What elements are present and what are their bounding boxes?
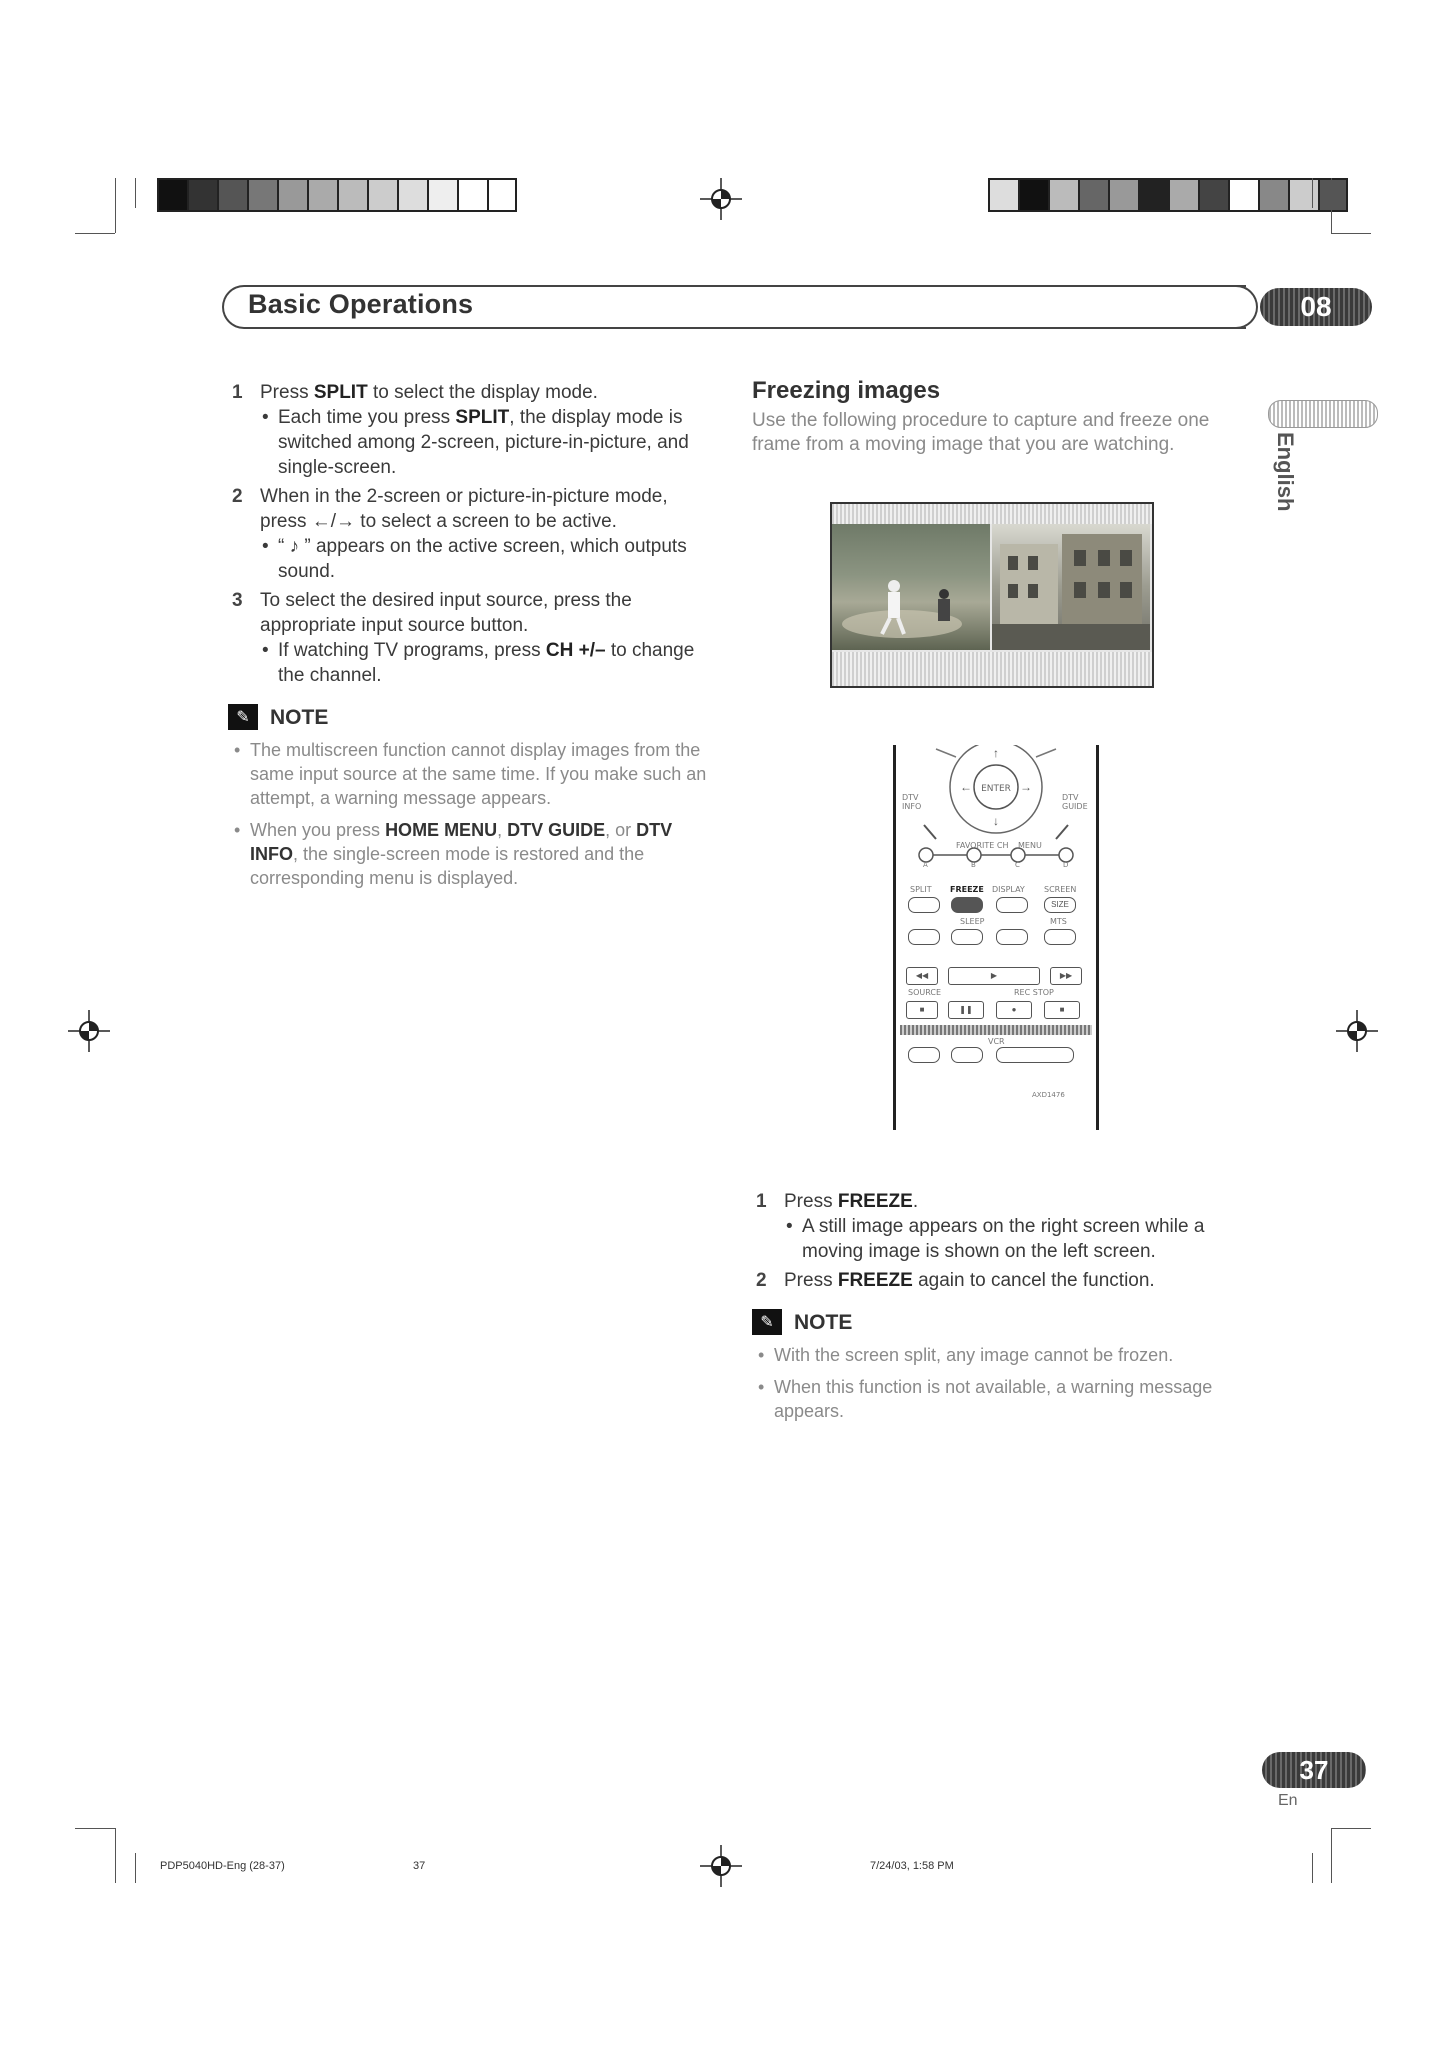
freeze-button — [951, 897, 983, 913]
step-number: 2 — [756, 1270, 767, 1291]
footer-filename: PDP5040HD-Eng (28-37) — [160, 1860, 285, 1872]
step-2: 2 When in the 2-screen or picture-in-picture mode, press ←/→ to select a screen to be active. — [232, 486, 668, 532]
remote-label-d: D — [1063, 861, 1069, 869]
vcr-channel-button — [996, 1047, 1074, 1063]
language-tab-bar — [1268, 400, 1378, 428]
remote-label-source: SOURCE — [908, 988, 942, 997]
note-item: • With the screen split, any image cannot be frozen. — [752, 1343, 1252, 1367]
pause-button: ❚❚ — [948, 1001, 984, 1019]
remote-label-c: C — [1015, 861, 1020, 869]
registration-mark-right — [1336, 1010, 1378, 1052]
remote-control-illustration — [893, 745, 1099, 1130]
page-language: En — [1278, 1792, 1298, 1809]
left-column — [228, 380, 718, 898]
note-item: • The multiscreen function cannot display images from the same input source at the same time. If you make such an attempt, a warning message appears. — [228, 738, 718, 810]
svg-text:ENTER: ENTER — [981, 784, 1011, 794]
step-number: 1 — [232, 382, 243, 403]
remote-label-dtv-guide: DTV GUIDE — [1062, 793, 1088, 811]
svg-text:↓: ↓ — [993, 814, 999, 828]
note-item: • When this function is not available, a warning message appears. — [752, 1375, 1252, 1423]
chapter-badge: 08 — [1260, 288, 1372, 326]
note-heading: ✎ NOTE — [752, 1309, 1252, 1335]
crop-mark — [1331, 233, 1371, 234]
color-bar-left — [157, 178, 517, 212]
step-1: 1 Press SPLIT to select the display mode. — [232, 382, 598, 403]
display-button — [996, 897, 1028, 913]
remote-label-a: A — [923, 861, 928, 869]
remote-label-b: B — [971, 861, 976, 869]
svg-text:←: ← — [960, 780, 972, 794]
crop-mark — [1331, 178, 1332, 233]
svg-text:↑: ↑ — [993, 746, 999, 760]
split-button — [908, 897, 940, 913]
registration-mark-left — [68, 1010, 110, 1052]
page-title: Basic Operations — [248, 289, 474, 319]
stop-button: ■ — [906, 1001, 938, 1019]
crop-mark — [1331, 1828, 1332, 1883]
footer-page: 37 — [413, 1860, 426, 1872]
freeze-step-1-detail: • A still image appears on the right screen while a moving image is shown on the left screen. — [752, 1214, 1252, 1264]
language-label: English — [1273, 432, 1298, 512]
step-2-detail: • “ ♪ ” appears on the active screen, which outputs sound. — [228, 534, 718, 584]
crop-mark — [75, 1828, 115, 1829]
step-number: 2 — [232, 486, 243, 507]
step-number: 1 — [756, 1191, 767, 1212]
record-button: ● — [996, 1001, 1032, 1019]
vcr-power-button — [908, 1047, 940, 1063]
freeze-step-1: 1 Press FREEZE. — [756, 1191, 919, 1212]
footer-date: 7/24/03, 1:58 PM — [870, 1860, 954, 1872]
fast-forward-button: ▶▶ — [1050, 967, 1082, 985]
screen-size-button: SIZE — [1044, 897, 1076, 913]
rewind-button: ◀◀ — [906, 967, 938, 985]
remote-label-menu: MENU — [1018, 841, 1042, 850]
remote-label-rec-stop: REC STOP — [1014, 988, 1054, 997]
remote-label-favorite: FAVORITE CH — [956, 841, 1009, 850]
crop-mark — [1312, 1853, 1313, 1883]
step-number: 3 — [232, 590, 243, 611]
registration-mark-top — [700, 178, 742, 220]
vcr-band — [900, 1025, 1092, 1035]
pencil-icon: ✎ — [228, 704, 258, 730]
remote-label-vcr: VCR — [988, 1037, 1005, 1046]
vcr-input-button — [951, 1047, 983, 1063]
step-1-detail: • Each time you press SPLIT, the display mode is switched among 2-screen, picture-in-picture, and single-screen. — [228, 405, 718, 480]
crop-mark — [115, 178, 116, 233]
section-description: Use the following procedure to capture and freeze one frame from a moving image that you are watching. — [752, 410, 1210, 455]
crop-mark — [1312, 178, 1313, 208]
crop-mark — [135, 1853, 136, 1883]
step-3-detail: • If watching TV programs, press CH +/– to change the channel. — [228, 638, 718, 688]
pencil-icon: ✎ — [752, 1309, 782, 1335]
crop-mark — [115, 1828, 116, 1883]
crop-mark — [1331, 1828, 1371, 1829]
split-screen-illustration — [830, 502, 1154, 688]
remote-label-mts: MTS — [1050, 917, 1067, 926]
left-screen-image — [832, 524, 990, 650]
registration-mark-bottom — [700, 1845, 742, 1887]
page-number-badge: 37 — [1262, 1752, 1366, 1788]
svg-text:→: → — [1020, 780, 1032, 794]
remote-label-sleep: SLEEP — [960, 917, 985, 926]
remote-model-code: AXD1476 — [1032, 1091, 1065, 1099]
remote-label-display: DISPLAY — [992, 885, 1025, 894]
color-bar-right — [988, 178, 1348, 212]
remote-button — [996, 929, 1028, 945]
remote-label-split: SPLIT — [910, 885, 932, 894]
remote-label-freeze: FREEZE — [950, 885, 984, 894]
play-button: ▶ — [948, 967, 1040, 985]
sleep-button — [951, 929, 983, 945]
remote-label-screen: SCREEN — [1044, 885, 1077, 894]
crop-mark — [75, 233, 115, 234]
rec-stop-button: ■ — [1044, 1001, 1080, 1019]
crop-mark — [135, 178, 136, 208]
right-screen-image — [992, 524, 1150, 650]
remote-button — [908, 929, 940, 945]
note-item: • When you press HOME MENU, DTV GUIDE, or DTV INFO, the single-screen mode is restored and the corresponding menu is displayed. — [228, 818, 718, 890]
step-3: 3 To select the desired input source, press the appropriate input source button. — [232, 590, 632, 636]
right-column — [752, 1189, 1252, 1431]
note-heading: ✎ NOTE — [228, 704, 718, 730]
section-title: Freezing images — [752, 377, 941, 404]
mts-button — [1044, 929, 1076, 945]
remote-label-dtv-info: DTV INFO — [902, 793, 922, 811]
freeze-step-2: 2 Press FREEZE again to cancel the function. — [756, 1270, 1155, 1291]
